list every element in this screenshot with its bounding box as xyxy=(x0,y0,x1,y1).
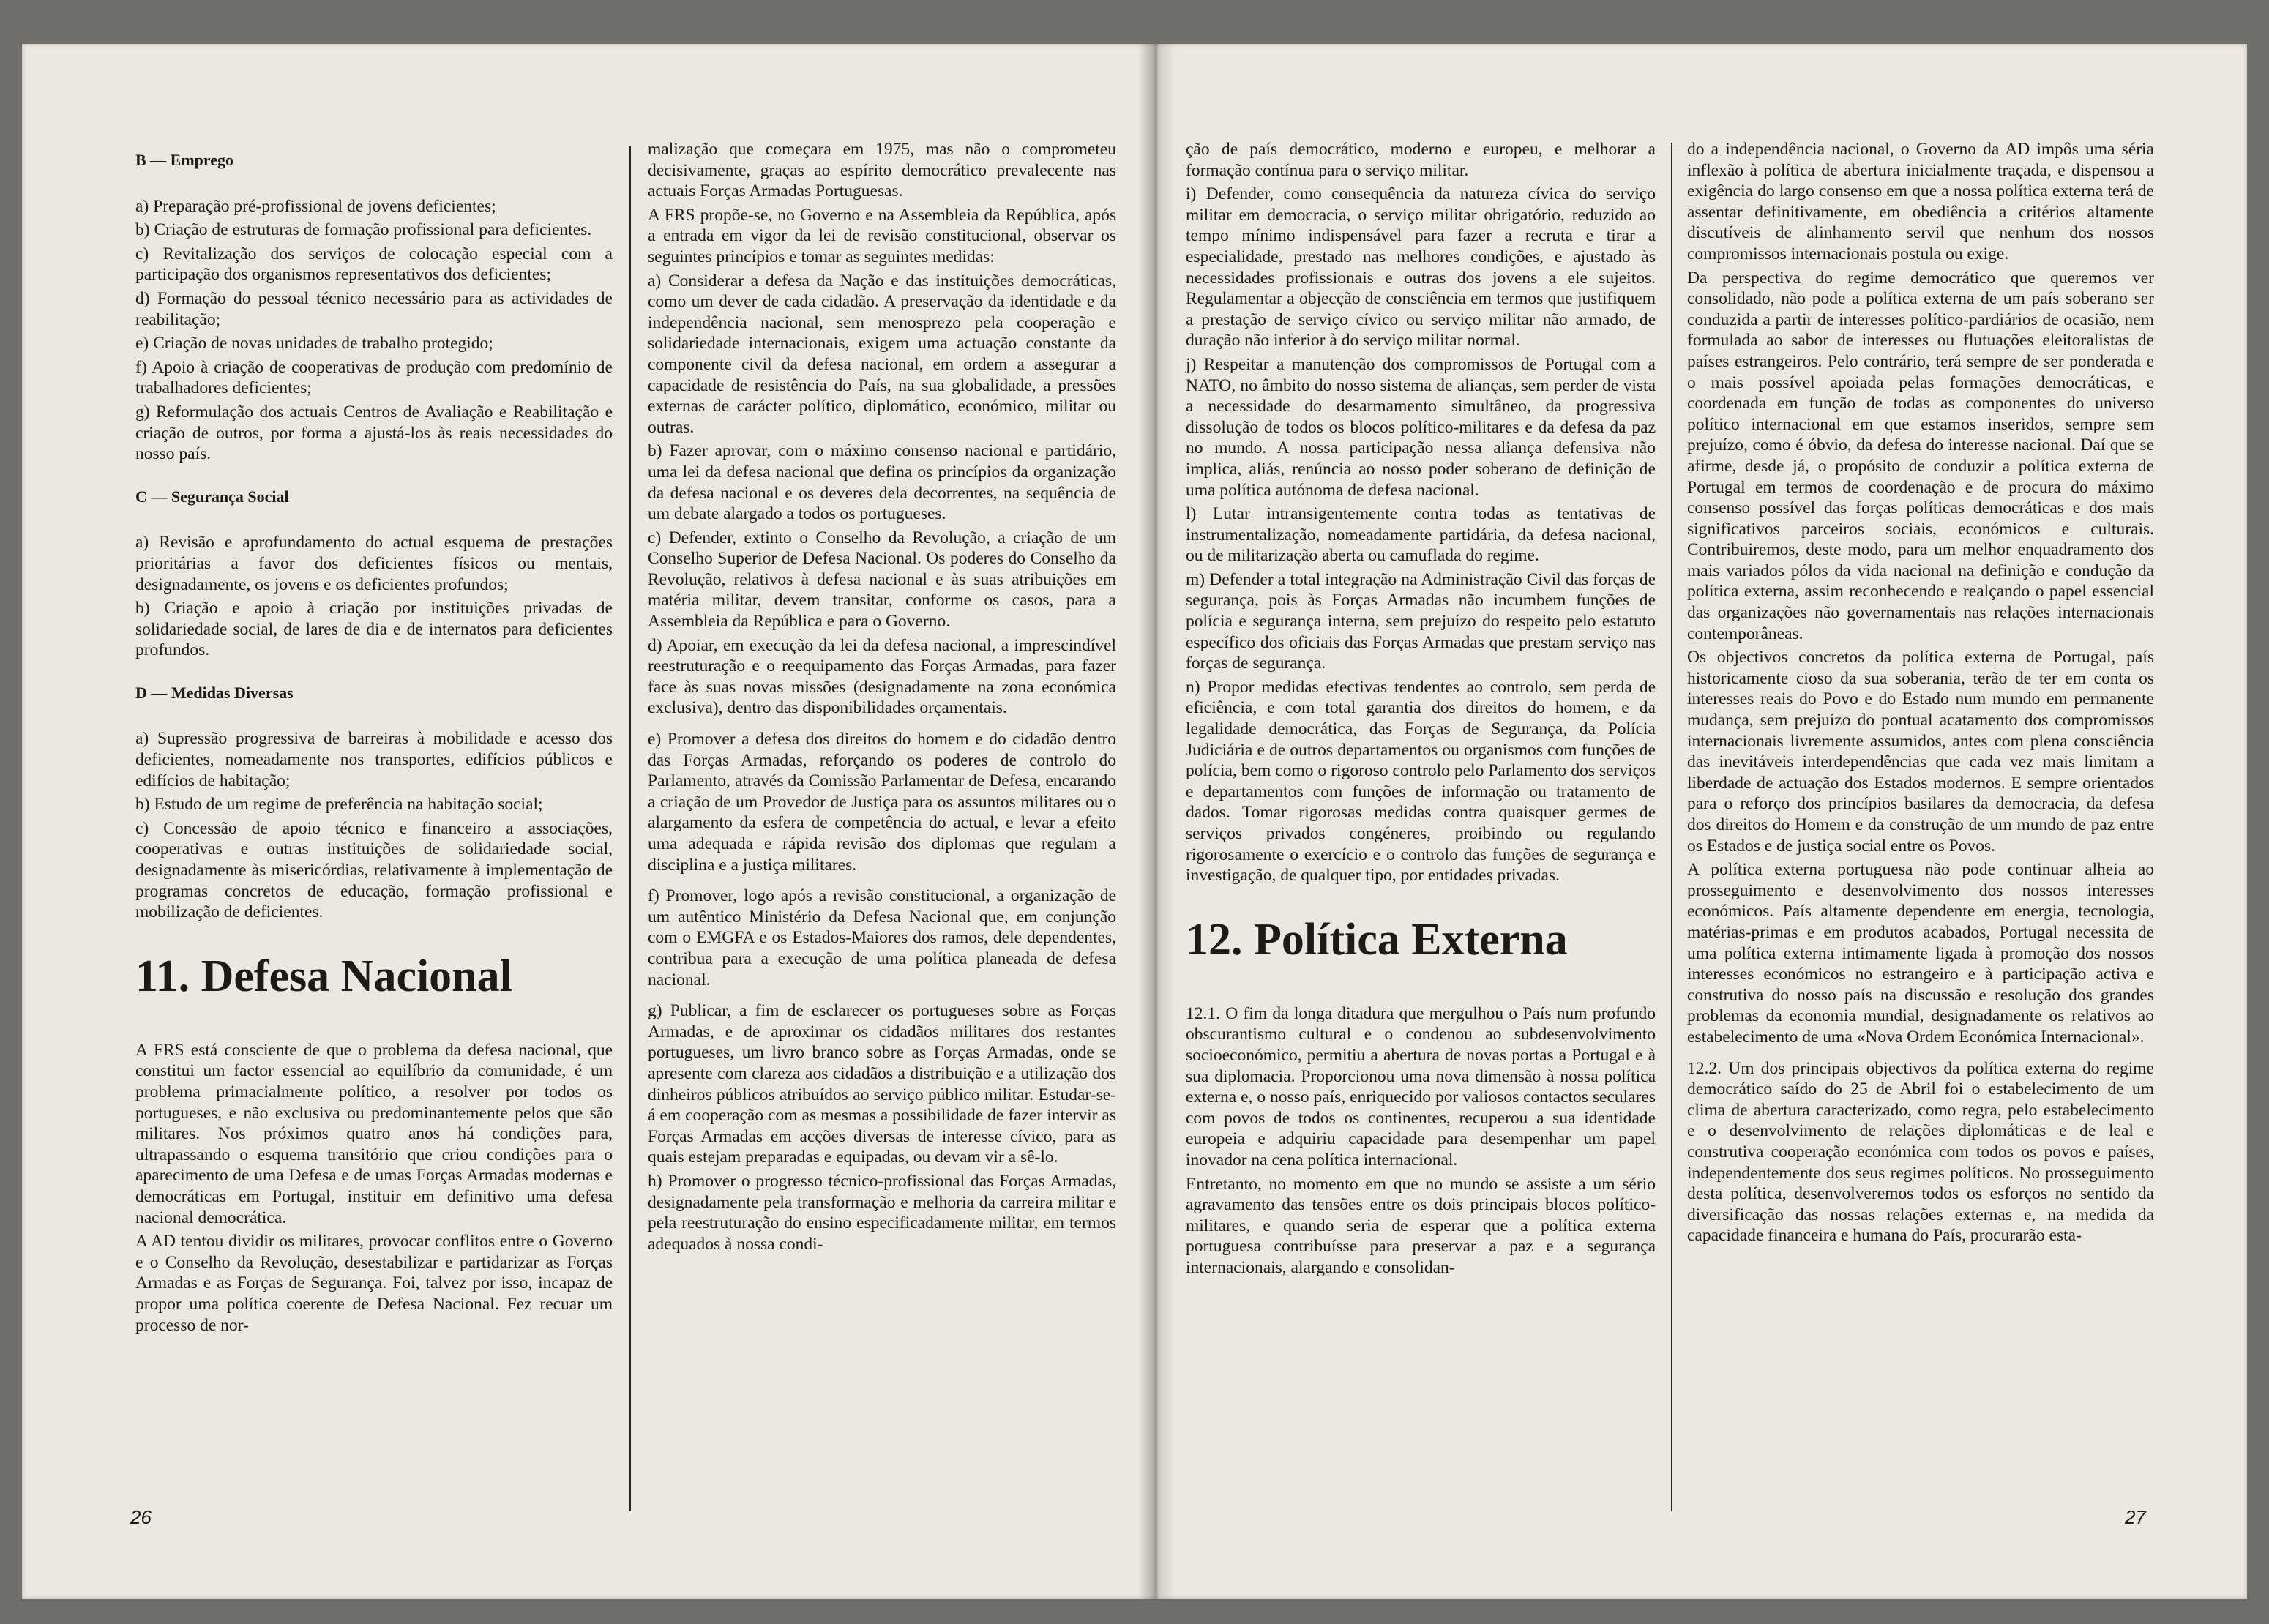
b-item: a) Preparação pré-profissional de jovens deficientes; xyxy=(135,196,496,216)
body-paragraph: ção de país democrático, moderno e europeu, e melhorar a formação contínua para o serviço militar. xyxy=(1186,140,1656,180)
b-item: b) Criação de estruturas de formação profissional para deficientes. xyxy=(135,220,592,240)
b-item: d) Formação do pessoal técnico necessário para as actividades de reabilitação; xyxy=(135,288,613,329)
list-item-a: a) Considerar a defesa da Nação e das instituições democráticas, como um dever de cada cidadão. A preservação da identidade e da independência nacional, sem menosprezo pela cooperação e solidariedade internacionais, exigem uma actuação constante da componente civil da defesa nacional, em ordem a assegurar a capacidade de resistência do País, na sua globalidade, a pressões externas de carácter político, diplomático, económico, militar ou outras. xyxy=(648,271,1116,437)
right-page-column-2 xyxy=(1687,139,2154,1249)
list-item-f: f) Promover, logo após a revisão constitucional, a organização de um autêntico Ministério da Defesa Nacional que, em conjunção com o EMGFA e os Estados-Maiores dos ramos, dele dependentes, contribua para a execução de uma política planeada de defesa nacional. xyxy=(648,886,1116,989)
column-divider-right xyxy=(1671,143,1672,1511)
intro-paragraph: A AD tentou dividir os militares, provocar conflitos entre o Governo e o Conselho da Revolução, desestabilizar e partidarizar as Forças Armadas e as Forças de Segurança. Foi, talvez por isso, incapaz de propor uma política coerente de Defesa Nacional. Fez recuar um processo de nor- xyxy=(135,1232,613,1335)
b-item: c) Revitalização dos serviços de colocação especial com a participação dos organismos representativos dos deficientes; xyxy=(135,244,613,285)
d-item: b) Estudo de um regime de preferência na habitação social; xyxy=(135,795,543,815)
list-item-m: m) Defender a total integração na Administração Civil das forças de segurança, pois às Forças Armadas não incumbem funções de polícia e segurança interna, sem prejuízo do respeito pelo estatuto específico dos oficiais das Forças Armadas que prestam serviço nas forças de segurança. xyxy=(1186,569,1656,673)
left-page-column-2 xyxy=(648,139,1116,1257)
body-paragraph: Entretanto, no momento em que no mundo se assiste a um sério agravamento das tensões entre os dois principais blocos político-militares, e quando seria de esperar que a política externa portuguesa contribuísse para preservar a paz e a segurança internacionais, alargando e consolidan- xyxy=(1186,1174,1656,1277)
column-divider-left xyxy=(629,146,631,1511)
body-paragraph: malização que começara em 1975, mas não o comprometeu decisivamente, graças ao espírito democrático prevalecente nas actuais Forças Armadas Portuguesas. xyxy=(648,140,1116,201)
section-12-1-paragraph: 12.1. O fim da longa ditadura que mergulhou o País num profundo obscurantismo cultural e o condenou ao subdesenvolvimento socioeconómico, permitiu a abertura de novas portas a Portugal e à sua diplomacia. Proporcionou uma nova dimensão à nossa política externa e, o nosso país, enriquecido por valiosos contactos seculares com povos de todos os continentes, recuperou a sua identidade europeia e adquiriu capacidade para desempenhar um papel inovador na cena política internacional. xyxy=(1186,1003,1656,1170)
c-item: a) Revisão e aprofundamento do actual esquema de prestações prioritárias a favor dos deficientes físicos ou mentais, designadamente, os jovens e os deficientes profundos; xyxy=(135,533,613,594)
body-paragraph: Da perspectiva do regime democrático que queremos ver consolidado, não pode a política externa de um país soberano ser conduzida a partir de interesses político-pardiários de ocasião, nem formulada ao sabor de interesses ou flutuações eleitoralistas de países estrangeiros. Pelo contrário, terá sempre de ser ponderada e o mais possível apoiada pelas formações democráticas, e coordenada em função de todas as componentes do universo político internacional em que estamos inseridos, sempre sem prejuízo, como é óbvio, da defesa do interesse nacional. Daí que se afirme, desde já, o propósito de conduzir a política externa de Portugal em termos de coordenação e de procura do máximo consenso possível das forças políticas democráticas e dos mais significativos parceiros sociais, económicos e culturais. Contribuiremos, deste modo, para um melhor enquadramento dos mais variados pólos da vida nacional na definição e condução da política externa, assim reconhecendo e realçando o papel essencial das organizações não governamentais nas relações internacionais contemporâneas. xyxy=(1687,268,2154,643)
c-item: b) Criação e apoio à criação por instituições privadas de solidariedade social, de lares de dia e de internatos para deficientes profundos. xyxy=(135,599,613,660)
b-item: e) Criação de novas unidades de trabalho protegido; xyxy=(135,334,493,353)
list-item-c: c) Defender, extinto o Conselho da Revolução, a criação de um Conselho Superior de Defesa Nacional. Os poderes do Conselho da Revolução, relativos à defesa nacional e às suas atribuições em matéria militar, devem transitar, conforme os casos, para a Assembleia da República e para o Governo. xyxy=(648,528,1116,632)
d-item: a) Supressão progressiva de barreiras à mobilidade e acesso dos deficientes, nomeadamente nos transportes, edifícios públicos e edifícios de habitação; xyxy=(135,729,613,790)
body-paragraph: A FRS propõe-se, no Governo e na Assembleia da República, após a entrada em vigor da lei de revisão constitucional, observar os seguintes princípios e tomar as seguintes medidas: xyxy=(648,205,1116,266)
page-number-right: 27 xyxy=(2125,1506,2146,1528)
left-page-column-1 xyxy=(135,150,613,1339)
d-item: c) Concessão de apoio técnico e financeiro a associações, cooperativas e outras instituições de solidariedade social, designadamente às misericórdias, relativamente à implementação de programas concretos de educação, formação profissional e mobilização de deficientes. xyxy=(135,818,613,922)
body-paragraph: Os objectivos concretos da política externa de Portugal, país historicamente cioso da sua soberania, terão de ter em conta os interesses reais do Povo e do Estado num mundo em permanente mudança, sem prejuízo do pontual acatamento dos compromissos internacionais livremente assumidos, antes com plena consciência das inevitáveis interdependências que cada vez mais limitam a liberdade de actuação dos Estados modernos. E sempre orientados para o reforço dos princípios basilares da democracia, da defesa dos direitos do Homem e da construção de um mundo de paz entre os Estados e de justiça social entre os Povos. xyxy=(1687,648,2154,856)
body-paragraph: do a independência nacional, o Governo da AD impôs uma séria inflexão à política de abertura inicialmente traçada, e dispensou a exigência do largo consenso em que a nossa política externa terá de assentar definitivamente, em obediência a critérios altamente discutíveis de alinhamento servil que nenhum dos nossos compromissos internacionais postula ou exige. xyxy=(1687,140,2154,263)
section-d-title: D — Medidas Diversas xyxy=(135,683,294,702)
right-page-column-1 xyxy=(1186,139,1656,1281)
book-gutter xyxy=(1138,44,1175,1599)
chapter-title-defesa-nacional: 11. Defesa Nacional xyxy=(135,951,512,1001)
b-item: f) Apoio à criação de cooperativas de produção com predomínio de trabalhadores deficientes; xyxy=(135,357,613,398)
page-number-left: 26 xyxy=(130,1506,152,1528)
chapter-title-politica-externa: 12. Política Externa xyxy=(1186,914,1568,965)
list-item-n: n) Propor medidas efectivas tendentes ao controlo, sem perda de eficiência, e com total garantia dos direitos do homem, e da legalidade democrática, das Forças de Segurança, da Polícia Judiciária e de outros departamentos ou organismos com funções de polícia, bem como o rigoroso controlo pelo Parlamento dos serviços e departamentos com funções de informação ou tratamento de dados. Tomar rigorosas medidas contra quaisquer germes de serviços privados congéneres, proibindo ou regulando rigorosamente o exercício e o controlo das funções de segurança e investigação, de qualquer tipo, por entidades privadas. xyxy=(1186,677,1656,886)
list-item-e: e) Promover a defesa dos direitos do homem e do cidadão dentro das Forças Armadas, reforçando os poderes de controlo do Parlamento, através da Comissão Parlamentar de Defesa, encarando a criação de um Provedor de Justiça para os assuntos militares ou o alargamento da esfera de competência do actual, e levar a efeito uma adequada e rápida revisão dos diplomas que regulam a disciplina e a justiça militares. xyxy=(648,730,1116,875)
section-b-title: B — Emprego xyxy=(135,151,234,169)
list-item-g: g) Publicar, a fim de esclarecer os portugueses sobre as Forças Armadas, e de aproximar os cidadãos militares dos restantes portugueses, um livro branco sobre as Forças Armadas, onde se apresente com clareza aos cidadãos a distribuição e a utilização dos dinheiros públicos atribuídos ao serviço público militar. Estudar-se-á em cooperação com as mesmas a possibilidade de fazer intervir as Forças Armadas em acções diversas de interesse cívico, para as quais estejam preparadas e equipadas, ou devam vir a sê-lo. xyxy=(648,1001,1116,1167)
section-12-2-paragraph: 12.2. Um dos principais objectivos da política externa do regime democrático saído do 25 de Abril foi o estabelecimento de um clima de abertura caracterizado, como regra, pelo estabelecimento e o desenvolvimento de relações diplomáticas e de leal e construtiva cooperação económica com todos os povos e países, independentemente dos seus regimes políticos. No prosseguimento desta política, desenvolveremos todos os esforços no sentido da diversificação das nossas relações externas e, na medida da capacidade financeira e humana do País, procurarão esta- xyxy=(1687,1058,2154,1246)
list-item-j: j) Respeitar a manutenção dos compromissos de Portugal com a NATO, no âmbito do nosso sistema de alianças, sem perder de vista a necessidade do desarmamento simultâneo, da progressiva dissolução de todos os blocos político-militares e da defesa da paz no mundo. A nossa participação nessa aliança defensiva não implica, aliás, renúncia ao nosso poder soberano de definição de uma política autónoma de defesa nacional. xyxy=(1186,354,1656,500)
list-item-l: l) Lutar intransigentemente contra todas as tentativas de instrumentalização, nomeadamente partidária, da defesa nacional, ou de militarização aberta ou camuflada do regime. xyxy=(1186,504,1656,566)
list-item-d: d) Apoiar, em execução da lei da defesa nacional, a imprescindível reestruturação e o reequipamento das Forças Armadas, para fazer face às suas novas missões (designadamente na zona económica exclusiva), dentro das disponibilidades orçamentais. xyxy=(648,635,1116,718)
list-item-h: h) Promover o progresso técnico-profissional das Forças Armadas, designadamente pela transformação e melhoria da carreira militar e pela reestruturação do ensino especificadamente militar, em termos adequados à nossa condi- xyxy=(648,1171,1116,1254)
list-item-b: b) Fazer aprovar, com o máximo consenso nacional e partidário, uma lei da defesa nacional que defina os princípios da organização da defesa nacional e os deveres dela decorrentes, na sequência de um debate alargado a todos os portugueses. xyxy=(648,441,1116,524)
section-c-title: C — Segurança Social xyxy=(135,487,289,506)
list-item-i: i) Defender, como consequência da natureza cívica do serviço militar em democracia, o serviço militar obrigatório, reduzido ao tempo mínimo indispensável para fazer a recruta e tirar a especialidade, prestado nas melhores condições, e ajustado às necessidades profissionais e outras dos jovens a ele sujeitos. Regulamentar a objecção de consciência em termos que justifiquem a prestação de serviço cívico ou serviço militar não armado, de duração não inferior à do serviço militar normal. xyxy=(1186,184,1656,351)
body-paragraph: A política externa portuguesa não pode continuar alheia ao prosseguimento e desenvolvimento dos nossos interesses económicos. País altamente dependente em energia, tecnologia, matérias-primas e em produtos acabados, Portugal necessita de uma política externa intimamente ligada à promoção dos nossos interesses económicos no estrangeiro e à participação activa e construtiva do nosso país na discussão e resolução dos grandes problemas da economia mundial, designadamente os relativos ao estabelecimento de uma «Nova Ordem Económica Internacional». xyxy=(1687,860,2154,1047)
intro-paragraph: A FRS está consciente de que o problema da defesa nacional, que constitui um factor essencial ao equilíbrio da comunidade, é um problema primacialmente político, a resolver por todos os portugueses, e não exclusiva ou predominantemente pelos que são militares. Nos próximos quatro anos há condições para, ultrapassando o esquema transitório que criou condições para o aparecimento de uma Defesa e de umas Forças Armadas modernas e democráticas em Portugal, instituir em definitivo uma defesa nacional democrática. xyxy=(135,1040,613,1227)
b-item: g) Reformulação dos actuais Centros de Avaliação e Reabilitação e criação de outros, por forma a ajustá-los às reais necessidades do nosso país. xyxy=(135,402,613,464)
